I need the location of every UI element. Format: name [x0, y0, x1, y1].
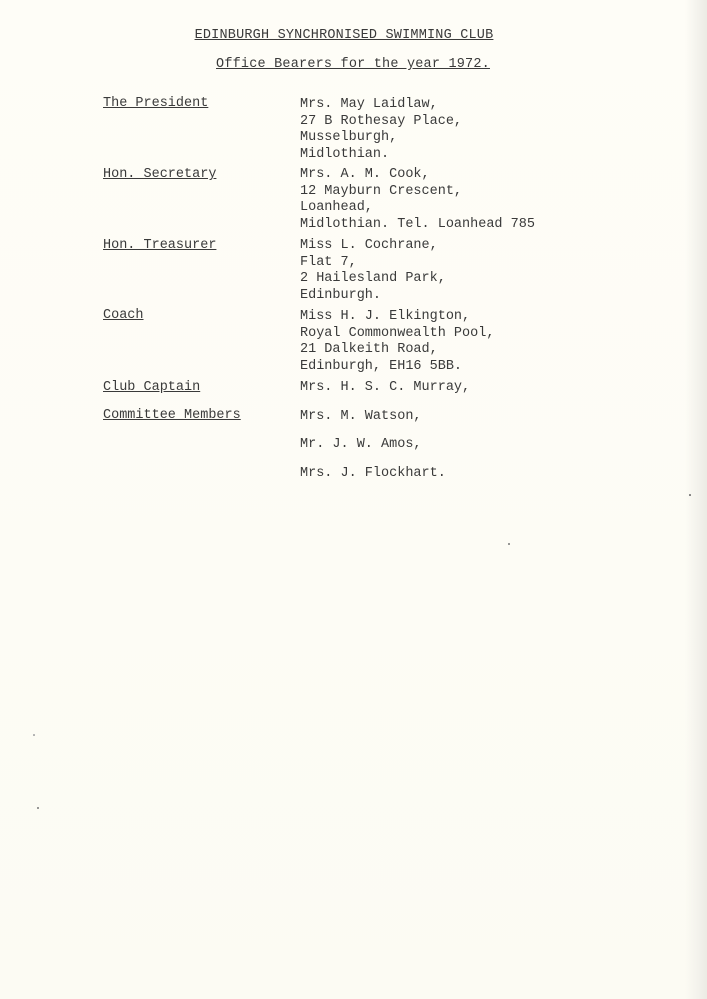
address-line: Edinburgh, EH16 5BB.: [300, 358, 463, 374]
role-label-coach: Coach: [103, 308, 144, 323]
paper-speck: [37, 807, 39, 809]
address-line: Mrs. May Laidlaw,: [300, 97, 438, 112]
paper-speck: [508, 543, 510, 545]
address-club-captain: [300, 380, 470, 397]
role-label-club-captain: Club Captain: [103, 380, 201, 395]
address-line: 2 Hailesland Park,: [300, 271, 446, 286]
paper-speck: [689, 494, 691, 496]
role-label-secretary: Hon. Secretary: [103, 167, 217, 182]
address-line: Flat 7,: [300, 254, 357, 270]
role-label-president: The President: [103, 96, 209, 111]
address-line: Midlothian.: [300, 146, 390, 162]
paper-speck: [33, 734, 35, 736]
address-line: Loanhead,: [300, 200, 373, 215]
address-line: 21 Dalkeith Road,: [300, 342, 438, 357]
address-line: Mrs. A. M. Cook,: [300, 167, 430, 182]
address-line: Midlothian. Tel. Loanhead 785: [300, 216, 535, 232]
address-line: Edinburgh.: [300, 287, 382, 303]
committee-member-2: Mr. J. W. Amos,: [300, 437, 422, 452]
document-subtitle: Office Bearers for the year 1972.: [216, 57, 490, 72]
committee-member-1: Mrs. M. Watson,: [300, 409, 422, 424]
role-label-treasurer: Hon. Treasurer: [103, 238, 217, 253]
address-line: Miss H. J. Elkington,: [300, 309, 471, 324]
address-line: Mrs. H. S. C. Murray,: [300, 380, 471, 395]
address-secretary: [300, 167, 535, 233]
address-line: Royal Commonwealth Pool,: [300, 325, 495, 341]
committee-member-3: Mrs. J. Flockhart.: [300, 466, 446, 481]
address-line: Musselburgh,: [300, 130, 398, 145]
page-edge-shadow: [685, 0, 707, 999]
address-treasurer: [300, 238, 446, 304]
address-president: [300, 97, 462, 163]
address-line: 27 B Rothesay Place,: [300, 113, 463, 129]
address-line: Miss L. Cochrane,: [300, 238, 438, 253]
address-coach: [300, 309, 494, 375]
club-title: EDINBURGH SYNCHRONISED SWIMMING CLUB: [194, 28, 494, 43]
address-line: 12 Mayburn Crescent,: [300, 183, 463, 199]
role-label-committee-members: Committee Members: [103, 408, 241, 423]
